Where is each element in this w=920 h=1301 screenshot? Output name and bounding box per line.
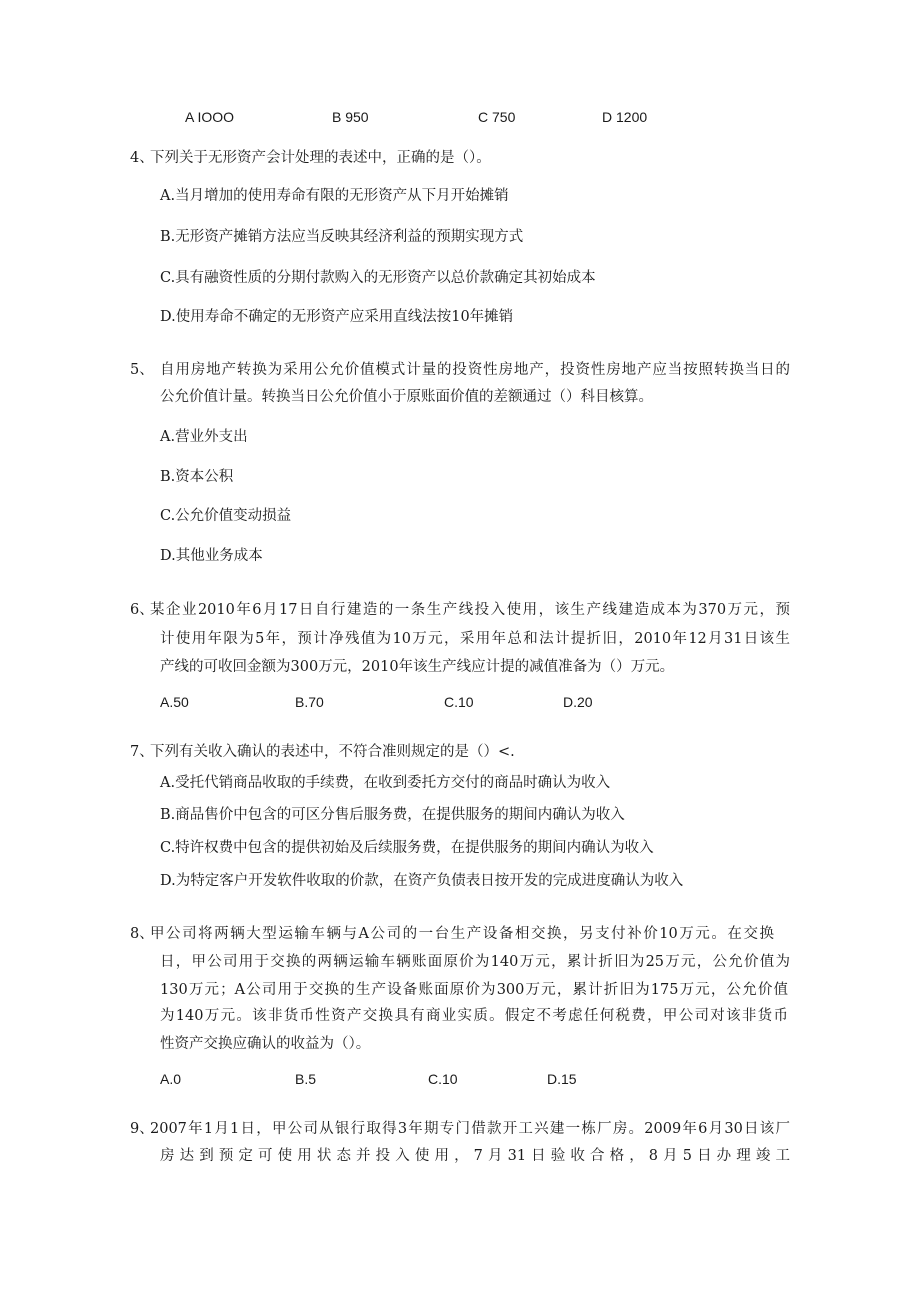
q4-stem: 下列关于无形资产会计处理的表述中，正确的是（）。 — [150, 150, 491, 166]
q6-stem-line-2: 计使用年限为5年，预计净残值为10万元，采用年总和法计提折旧，2010年12月31日该生 — [160, 631, 790, 647]
q8-stem-line-2: 日，甲公司用于交换的两辆运输车辆账面原价为140万元，累计折旧为25万元，公允价值为 — [160, 954, 790, 970]
q8-stem-line-3: 130万元；A公司用于交换的生产设备账面原价为300万元，累计折旧为175万元，公允价值 — [160, 982, 788, 998]
q9-stem-line-1: 2007年1月1日，甲公司从银行取得3年期专门借款开工兴建一栋厂房。2009年6月30日该厂 — [150, 1121, 790, 1137]
q5-stem-line-2: 公允价值计量。转换当日公允价值小于原账面价值的差额通过（）科目核算。 — [160, 389, 653, 405]
q9-stem-line-2: 房达到预定可使用状态并投入使用，7月31日验收合格，8月5日办理竣工 — [160, 1148, 790, 1164]
q7-option-c: C.特许权费中包含的提供初始及后续服务费，在提供服务的期间内确认为收入 — [160, 840, 654, 856]
q6-option-a: A.50 — [160, 694, 189, 710]
q5-option-a: A.营业外支出 — [160, 429, 248, 445]
q4-number: 4、 — [130, 150, 154, 166]
q7-option-a: A.受托代销商品收取的手续费，在收到委托方交付的商品时确认为收入 — [160, 775, 611, 791]
q8-options — [0, 1071, 900, 1091]
q8-option-a: A.0 — [160, 1071, 182, 1087]
q7-stem: 下列有关收入确认的表述中，不符合准则规定的是（）<. — [150, 744, 515, 760]
q4-option-b: B.无形资产摊销方法应当反映其经济利益的预期实现方式 — [160, 229, 524, 245]
q5-option-d: D.其他业务成本 — [160, 548, 263, 564]
q8-option-b: B.5 — [295, 1071, 317, 1087]
q3-option-a: A IOOO — [185, 109, 235, 125]
q6-option-c: C.10 — [444, 694, 474, 710]
q8-option-d: D.15 — [547, 1071, 577, 1087]
q7-number: 7、 — [130, 744, 154, 760]
q4-option-d: D.使用寿命不确定的无形资产应采用直线法按10年摊销 — [160, 309, 514, 325]
q6-option-d: D.20 — [563, 694, 593, 710]
q6-number: 6、 — [130, 602, 154, 618]
q8-stem-line-5: 性资产交换应确认的收益为（）。 — [160, 1036, 371, 1052]
q8-option-c: C.10 — [428, 1071, 458, 1087]
q3-options — [0, 109, 900, 129]
q3-option-b: B 950 — [332, 109, 369, 125]
q6-stem-line-3: 产线的可收回金额为300万元，2010年该生产线应计提的减值准备为（）万元。 — [160, 659, 675, 675]
q7-option-b: B.商品售价中包含的可区分售后服务费，在提供服务的期间内确认为收入 — [160, 807, 625, 823]
q5-stem-line-1: 自用房地产转换为采用公允价值模式计量的投资性房地产，投资性房地产应当按照转换当日的 — [160, 362, 790, 378]
q8-number: 8、 — [130, 926, 154, 942]
q9-number: 9、 — [130, 1121, 154, 1137]
q8-stem-line-1: 甲公司将两辆大型运输车辆与A公司的一台生产设备相交换，另支付补价10万元。在交换 — [150, 926, 774, 942]
q4-option-c: C.具有融资性质的分期付款购入的无形资产以总价款确定其初始成本 — [160, 270, 596, 286]
q5-option-b: B.资本公积 — [160, 469, 234, 485]
q6-stem-line-1: 某企业2010年6月17日自行建造的一条生产线投入使用，该生产线建造成本为370万元，预 — [150, 602, 790, 618]
q6-options — [0, 694, 900, 714]
q3-option-d: D 1200 — [602, 109, 648, 125]
q5-number: 5、 — [130, 362, 154, 378]
q6-option-b: B.70 — [295, 694, 324, 710]
q5-option-c: C.公允价值变动损益 — [160, 508, 292, 524]
q3-option-c: C 750 — [478, 109, 516, 125]
q4-option-a: A.当月增加的使用寿命有限的无形资产从下月开始摊销 — [160, 188, 509, 204]
q7-option-d: D.为特定客户开发软件收取的价款，在资产负债表日按开发的完成进度确认为收入 — [160, 873, 684, 889]
q8-stem-line-4: 为140万元。该非货币性资产交换具有商业实质。假定不考虑任何税费，甲公司对该非货币 — [160, 1008, 788, 1024]
